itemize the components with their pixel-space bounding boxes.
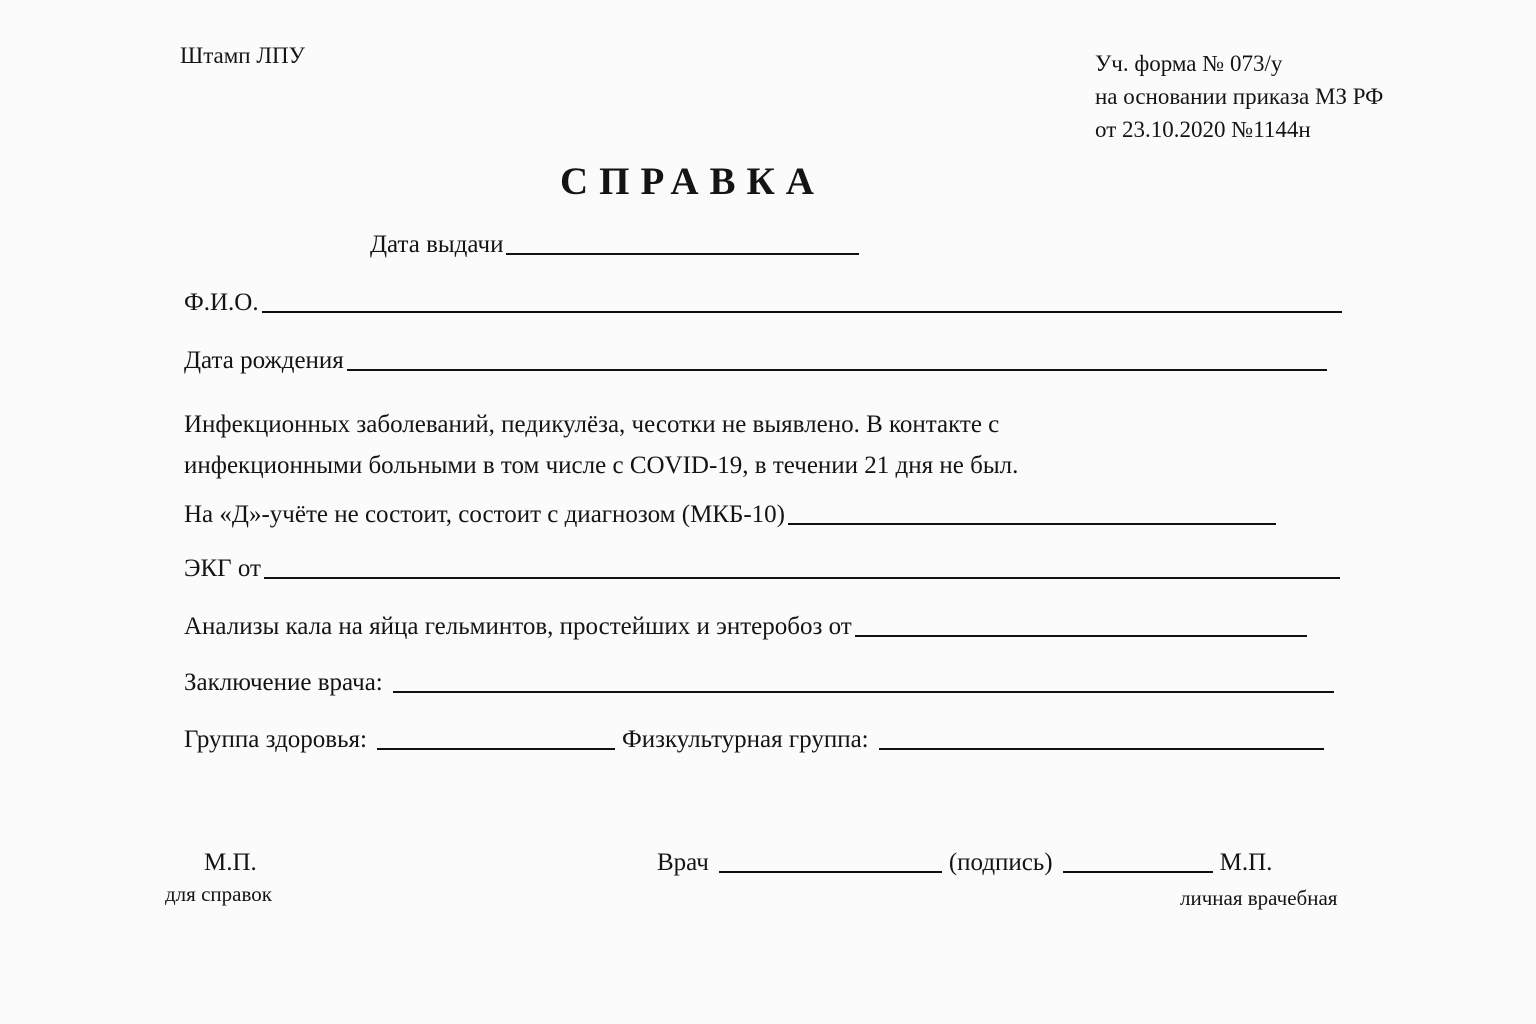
full-name-row (184, 290, 1342, 315)
dispensary-row (184, 502, 1276, 527)
form-metadata (1095, 47, 1455, 146)
birth-date-label: Дата рождения (184, 347, 344, 374)
conclusion-input-line[interactable] (393, 691, 1334, 693)
birth-date-row (184, 348, 1327, 373)
analysis-date-input-line[interactable] (855, 635, 1307, 637)
personal-seal-line[interactable] (1063, 871, 1213, 873)
doctor-signature-line[interactable] (719, 871, 942, 873)
dispensary-label: На «Д»-учёте не состоит, состоит с диагнозом (МКБ-10) (184, 501, 785, 528)
pe-group-label: Физкультурная группа: (621, 726, 869, 753)
signature-label: (подпись) (948, 849, 1053, 876)
form-number-line: Уч. форма № 073/у (1095, 51, 1283, 76)
ecg-row (184, 556, 1340, 581)
right-seal-caption: личная врачебная (1180, 886, 1338, 910)
health-statement-line-1: Инфекционных заболеваний, педикулёза, чесотки не выявлено. В контакте с (184, 411, 1000, 438)
health-statement (184, 404, 1018, 486)
doctor-signature-row (657, 850, 1272, 875)
birth-date-input-line[interactable] (347, 369, 1327, 371)
institution-stamp-label: Штамп ЛПУ (180, 43, 305, 68)
order-date-line: от 23.10.2020 №1144н (1095, 117, 1311, 142)
ecg-date-input-line[interactable] (264, 577, 1340, 579)
left-seal-caption: для справок (165, 882, 272, 906)
conclusion-row (184, 670, 1334, 695)
left-seal-mark: М.П. (204, 849, 257, 876)
analysis-label: Анализы кала на яйца гельминтов, простейших и энтеробоз от (184, 613, 852, 640)
diagnosis-input-line[interactable] (788, 523, 1276, 525)
health-group-label: Группа здоровья: (184, 726, 367, 753)
health-statement-line-2: инфекционными больными в том числе с COVID-19, в течении 21 дня не был. (184, 452, 1019, 479)
health-group-input-line[interactable] (377, 748, 615, 750)
issue-date-label: Дата выдачи (370, 231, 504, 258)
full-name-input-line[interactable] (262, 311, 1342, 313)
issue-date-input-line[interactable] (506, 253, 859, 255)
ecg-label: ЭКГ от (184, 555, 261, 582)
document-title: СПРАВКА (560, 160, 825, 203)
issue-date-row (370, 232, 859, 257)
pe-group-input-line[interactable] (879, 748, 1324, 750)
groups-row (184, 727, 1324, 752)
full-name-label: Ф.И.О. (184, 289, 259, 316)
analysis-row (184, 614, 1307, 639)
order-basis-line: на основании приказа МЗ РФ (1095, 84, 1384, 109)
conclusion-label: Заключение врача: (184, 669, 383, 696)
right-seal-mark: М.П. (1219, 849, 1273, 876)
doctor-label: Врач (657, 849, 709, 876)
